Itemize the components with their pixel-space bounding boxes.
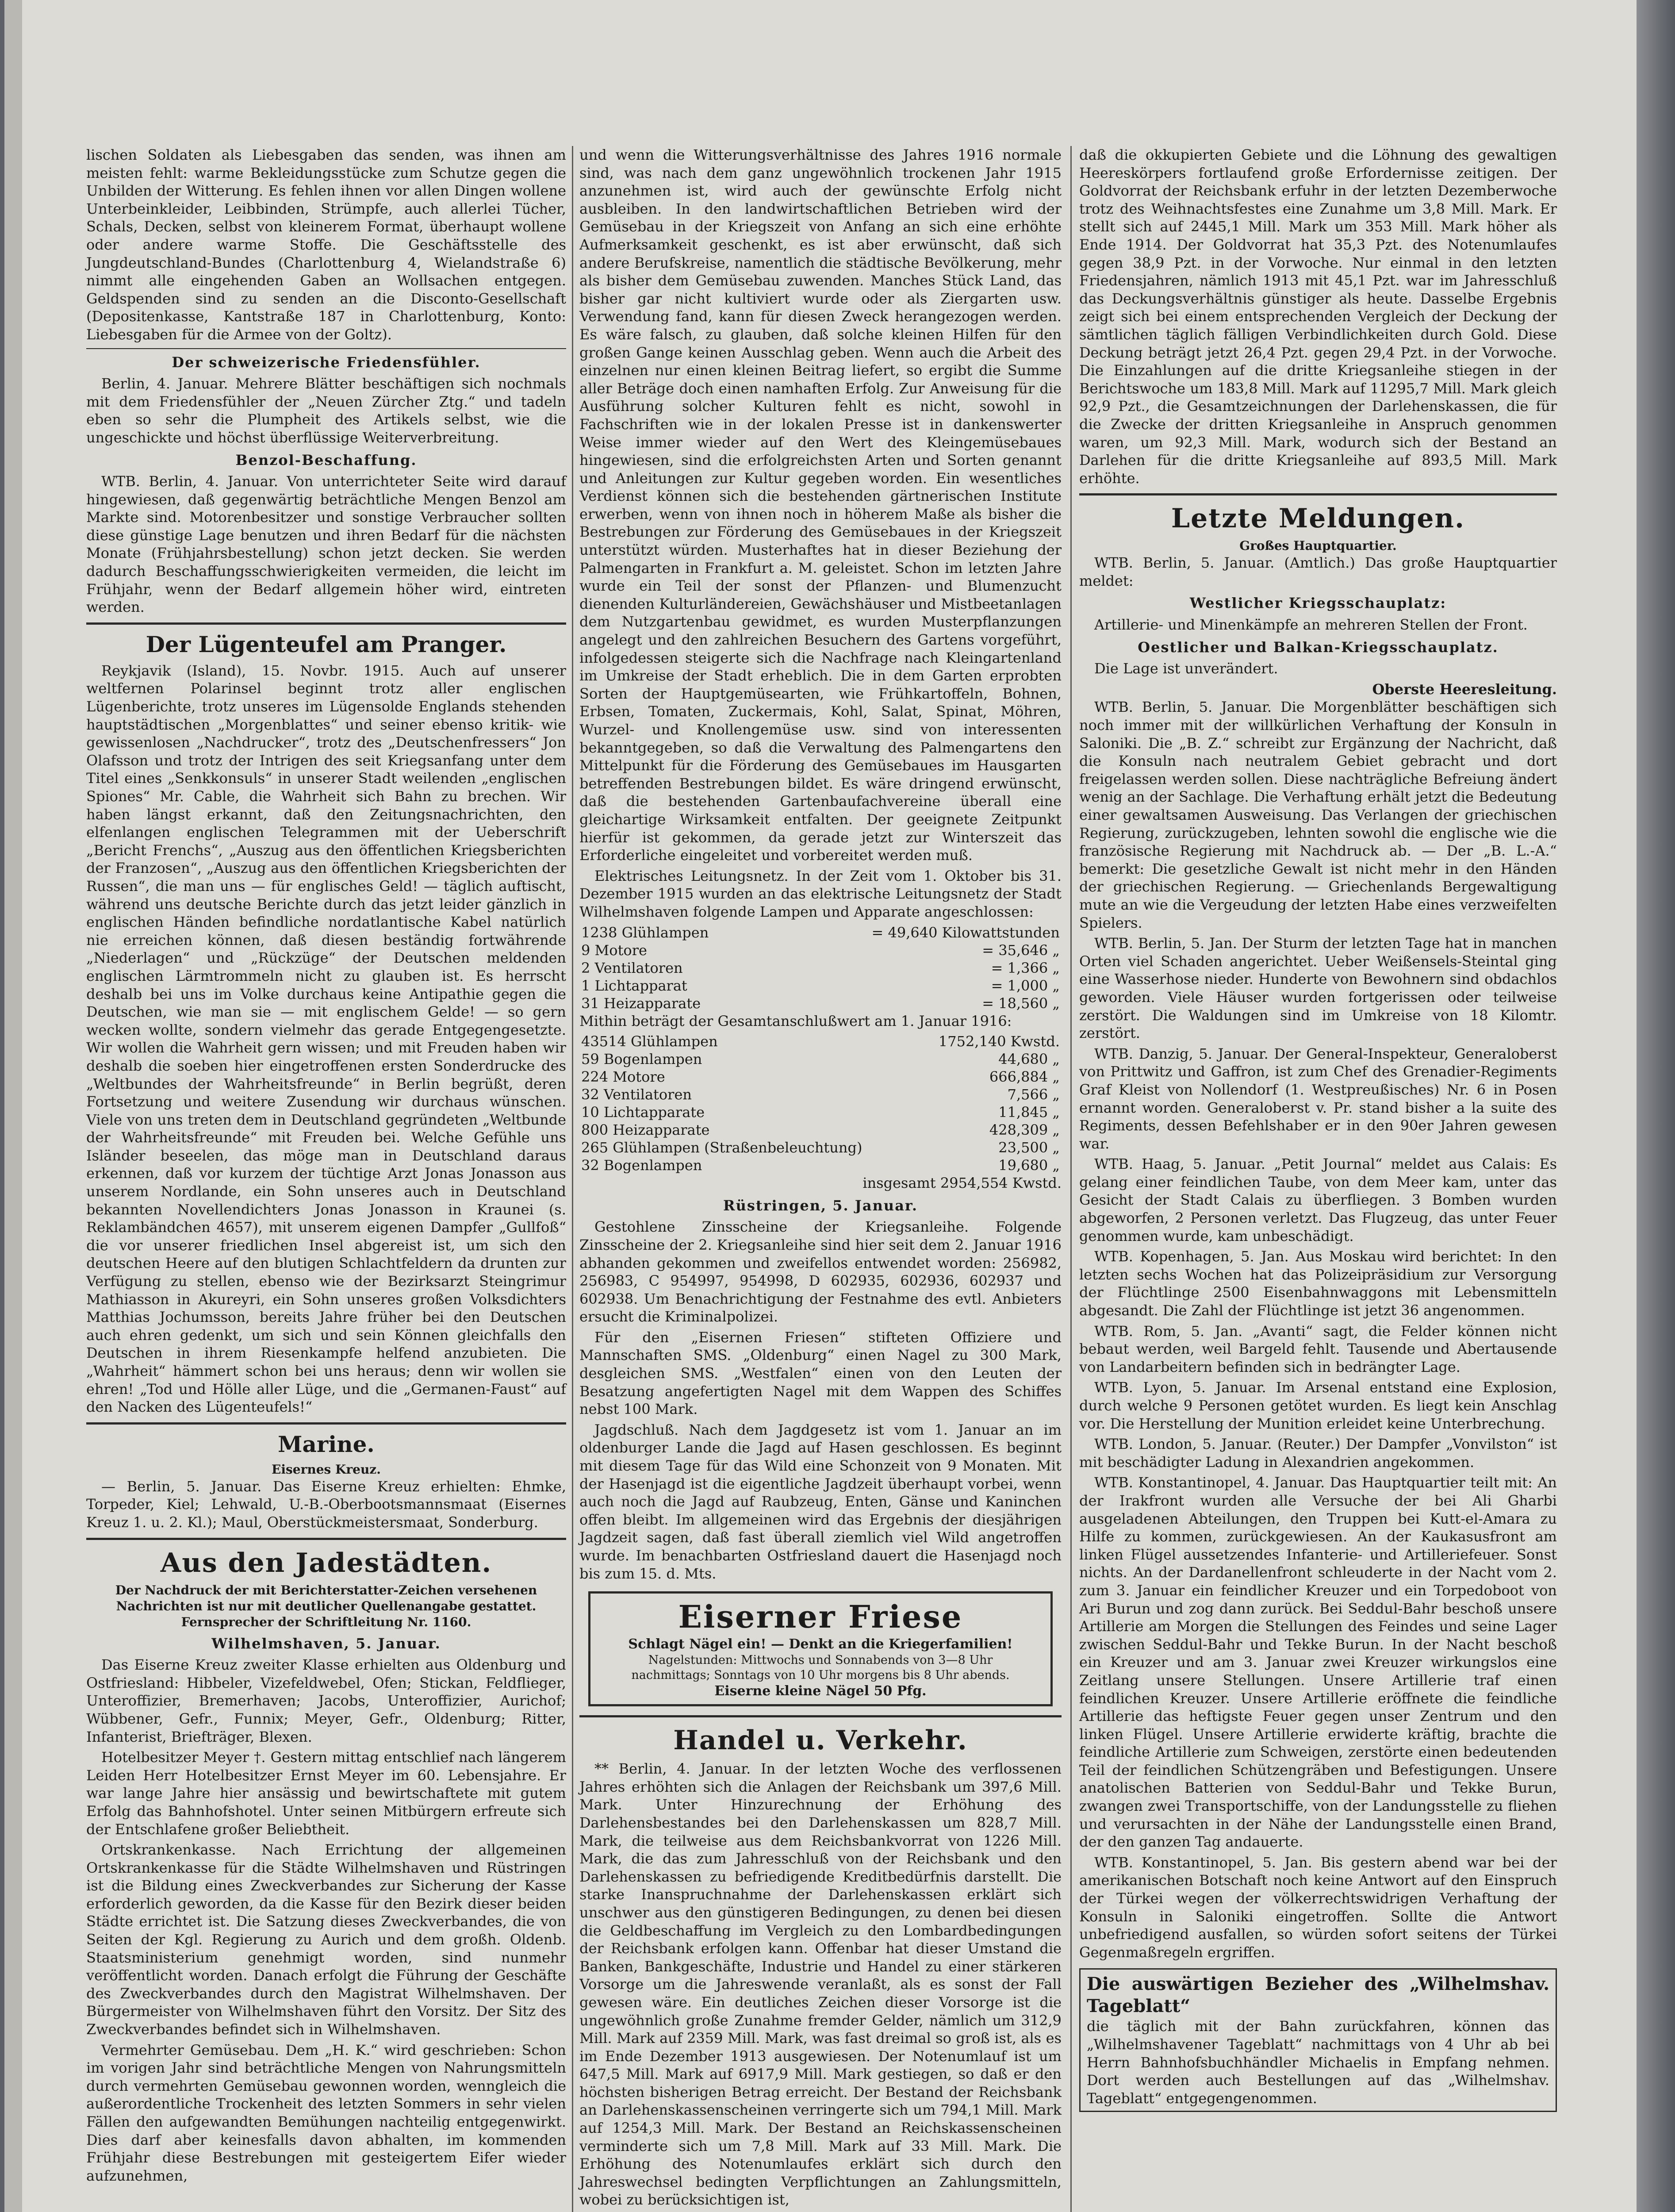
divider — [86, 1422, 566, 1425]
article-text: WTB. Berlin, 4. Januar. Von unterrichteter Seite wird darauf hingewiesen, daß gegenwärtig beträchtliche Mengen Benzol am Markte sind. Motorenbesitzer und sonstige Verbraucher sollten diese günstige Lage benutzen und ihren Bedarf für die nächsten Monate (Frühjahrsbestellung) schon jetzt decken. Sie werden dadurch Beschaffungsschwierigkeiten vermeiden, die leicht im Frühjahr, wenn der Bedarf allgemein höher wird, eintreten werden. — [86, 473, 566, 616]
article-text: lischen Soldaten als Liebesgaben das senden, was ihnen am meisten fehlt: warme Bekleidungsstücke zum Schutze gegen die Unbilden der Witterung. Es fehlen ihnen vor allen Dingen wollene Unterbeinkleider, Leibbinden, Strümpfe, auch allerlei Tücher, Schals, Decken, selbst von kleinerem Format, überhaupt wollene oder andere warme Stoffe. Die Geschäftsstelle des Jungdeutschland-Bundes (Charlottenburg 4, Wielandstraße 6) nimmt alle eingehenden Gaben an Wollsachen entgegen. Geldspenden sind zu senden an die Disconto-Gesellschaft (Depositenkasse, Kantstraße 187 in Charlottenburg, Konto: Liebesgaben für die Armee von der Goltz). — [86, 146, 566, 343]
dateline: Wilhelmshaven, 5. Januar. — [211, 1635, 441, 1652]
table-row — [579, 924, 1062, 941]
article-text: und wenn die Witterungsverhältnisse des Jahres 1916 normale sind, was nach dem ganz ungewöhnlich trockenen Jahr 1915 anzunehmen ist, wird auch der gewünschte Erfolg nicht ausbleiben. In den landwirtschaftlichen Betrieben wird der Gemüsebau in der Kriegszeit von Anfang an sich eine erhöhte Aufmerksamkeit geschenkt, es ist aber erwünscht, daß sich andere Berufskreise, namentlich die städtische Bevölkerung, mehr als bisher dem Gemüsebau zuwenden. Manches Stück Land, das bisher gar nicht kultiviert wurde oder als Ziergarten usw. Verwendung fand, kann für diesen Zweck herangezogen werden. Es wäre falsch, zu glauben, daß solche kleinen Hilfen für den großen Gange keinen Ausschlag geben. Wenn auch die Arbeit des einzelnen nur einen kleinen Beitrag liefert, so ergibt die Summe aller Beträge doch einen namhaften Erfolg. Zur Anweisung für die Ausführung solcher Kulturen fehlt es nicht, sowohl in Fachschriften wie in der lokalen Presse ist in dankenswerter Weise immer wieder auf den Wert des Kleingemüsebaues hingewiesen, sind die erfolgreichsten Arten und Sorten genannt und Anleitungen zur Kultur gegeben worden. Ein wesentliches Verdienst können sich die bestehenden gärtnerischen Institute erwerben, wenn von ihnen noch in höherem Maße als bisher die Bestrebungen zur Förderung des Gemüsebaues in der Kriegszeit unterstützt würden. Musterhaftes hat in dieser Beziehung der Palmengarten in Frankfurt a. M. geleistet. Schon im letzten Jahre wurde ein Teil der sonst der Pflanzen- und Blumenzucht dienenden Kulturländereien, Gewächshäuser und Mistbeetanlagen dem Nutzgartenbau gewidmet, es wurden Musterpflanzungen angelegt und den zahlreichen Besuchern des Gartens vorgeführt, infolgedessen steigerte sich die Nachfrage nach Kleingartenland im Umkreise der Stadt erheblich. Die in dem Garten erprobten Sorten der Hauptgemüsearten, wie Frühkartoffeln, Bohnen, Erbsen, Tomaten, Zuckermais, Kohl, Salat, Spinat, Möhren, Wurzel- und Knollengemüse usw. sind von interessenten bekanntgegeben, so daß die Verwaltung des Palmengartens den Mittelpunkt für die Förderung des Gemüsebaues im Hausgarten betreffenden Bestrebungen bildet. Es wäre dringend erwünscht, daß die bestehenden Gartenbaufachvereine überall eine gleichartige Wirksamkeit entfalten. Der geeignete Zeitpunkt hierfür ist gekommen, da gerade jetzt zur Winterszeit das Erforderliche eingeleitet und vorbereitet werden muß. — [579, 146, 1062, 864]
table-row — [579, 1033, 1062, 1050]
table-row — [579, 1121, 1062, 1139]
article-text: — Berlin, 5. Januar. Das Eiserne Kreuz erhielten: Ehmke, Torpeder, Kiel; Lehwald, U.-B.-Oberbootsmannsmaat (Eisernes Kreuz 1. u. 2. Kl.); Maul, Oberstückmeistersmaat, Sonderburg. — [86, 1478, 566, 1531]
article-text: WTB. Lyon, 5. Januar. Im Arsenal entstand eine Explosion, durch welche 9 Personen getötet wurden. Es liegt kein Anschlag vor. Die Herstellung der Munition erleidet keine Unterbrechung. — [1079, 1379, 1557, 1432]
section-subtitle: Großes Hauptquartier. — [1239, 538, 1397, 553]
article-text: WTB. Haag, 5. Januar. „Petit Journal“ meldet aus Calais: Es gelang einer feindlichen Taube, von dem Meer kam, unter das Gesicht der Stadt Calais zu überfliegen. 3 Bomben wurden abgeworfen, 2 Personen verletzt. Das Flugzeug, das unter Feuer genommen wurde, kam unbeschädigt. — [1079, 1156, 1557, 1244]
headline: Benzol-Beschaffung. — [235, 451, 417, 469]
table-cell: 1752,140 Kwstd. — [938, 1033, 1060, 1050]
advert-title: Eiserner Friese — [678, 1598, 963, 1636]
article-text: Das Eiserne Kreuz zweiter Klasse erhielten aus Oldenburg und Ostfriesland: Hibbeler, Vizefeldwebel, Ofen; Stickan, Feldflieger, Unteroffizier, Bremerhaven; Jacobs, Unteroffizier, Aurichof; Wübbener, Gefr., Funnix; Meyer, Gefr., Oldenburg; Ritter, Infanterist, Briefträger, Blexen. — [86, 1656, 566, 1745]
table-cell: = 49,640 Kilowattstunden — [871, 924, 1060, 941]
section-note: Der Nachdruck der mit Berichterstatter-Zeichen versehenen Nachrichten ist nur mit deutlicher Quellenangabe gestattet. — [115, 1582, 537, 1613]
table-cell: 7,566 „ — [1007, 1086, 1060, 1103]
notice-text: die täglich mit der Bahn zurückfahren, können das „Wilhelmshavener Tageblatt“ nachmittags von 4 Uhr ab bei Herrn Bahnhofsbuchhändler Michaelis in Empfang nehmen. Dort werden auch Bestellungen auf das „Wilhelmshav. Tageblatt“ entgegengenommen. — [1087, 2018, 1549, 2107]
article-text: Hotelbesitzer Meyer †. Gestern mittag entschlief nach längerem Leiden Herr Hotelbesitzer Ernst Meyer im 60. Lebensjahre. Er war lange Jahre hier ansässig und bewirtschaftete mit gutem Erfolg das Bahnhofshotel. Unter seinen Mitbürgern erfreute sich der Entschlafene großer Beliebtheit. — [86, 1749, 566, 1838]
table-cell: 1 Lichtapparat — [581, 977, 687, 994]
page-binding — [4, 0, 22, 2212]
table-cell: 224 Motore — [581, 1068, 665, 1086]
table-row — [579, 941, 1062, 959]
article-text: WTB. Kopenhagen, 5. Jan. Aus Moskau wird berichtet: In den letzten sechs Wochen hat das Polizeipräsidium zur Versorgung der Flüchtlinge 2500 Eisenbahnwaggons mit Lebensmitteln abgesandt. Die Zahl der Flüchtlinge ist jetzt 36 angenommen. — [1079, 1248, 1557, 1319]
table-cell: = 1,000 „ — [991, 977, 1060, 994]
table-cell: 44,680 „ — [998, 1051, 1060, 1068]
section-title: Marine. — [278, 1431, 375, 1457]
connection-table — [579, 924, 1062, 1012]
table-row — [579, 1156, 1062, 1174]
article-text: Ortskrankenkasse. Nach Errichtung der allgemeinen Ortskrankenkasse für die Städte Wilhelmshaven und Rüstringen ist die Bildung eines Zweckverbandes zur Sicherung der Kasse erforderlich geworden, da die Kasse für den Bezirk dieser beiden Städte errichtet ist. Die Satzung dieses Zweckverbandes, die von Seiten der Kgl. Regierung zu Aurich und dem großh. Oldenb. Staatsministerium genehmigt worden, sind nunmehr veröffentlicht worden. Danach erfolgt die Führung der Geschäfte des Zweckverbandes durch den Magistrat Wilhelmshaven. Der Bürgermeister von Wilhelmshaven führt den Vorsitz. Der Sitz des Zweckverbandes befindet sich in Wilhelmshaven. — [86, 1841, 566, 2038]
section-title: Handel u. Verkehr. — [673, 1725, 968, 1756]
column-1 — [86, 146, 566, 2187]
advert-box — [588, 1591, 1053, 1706]
table-row — [579, 1050, 1062, 1068]
headline: Der Lügenteufel am Pranger. — [146, 631, 507, 657]
article-text: Artillerie- und Minenkämpfe an mehreren Stellen der Front. — [1094, 616, 1528, 634]
divider — [86, 622, 566, 625]
column-rule — [572, 146, 573, 2212]
divider — [86, 348, 566, 349]
table-cell: 1238 Glühlampen — [581, 924, 709, 941]
column-rule — [1070, 146, 1072, 2212]
article-text: Gestohlene Zinsscheine der Kriegsanleihe. Folgende Zinsscheine der 2. Kriegsanleihe sind hier seit dem 2. Januar 1916 abhanden gekommen und zweifellos entwendet worden: 256982, 256983, C 954997, 954998, D 602935, 602936, 602937 und 602938. Um Benachrichtigung der Festnahme des evtl. Anbieters ersucht die Kriminalpolizei. — [579, 1218, 1062, 1325]
table-cell: 23,500 „ — [998, 1139, 1060, 1156]
article-text: WTB. Rom, 5. Jan. „Avanti“ sagt, die Felder können nicht bebaut werden, weil Bargeld fehlt. Tausende und Abertausende von Landarbeitern befinden sich in bedrängter Lage. — [1079, 1322, 1557, 1375]
table-cell: 428,309 „ — [989, 1121, 1060, 1139]
table-row — [579, 1103, 1062, 1121]
divider — [86, 1538, 566, 1540]
table-cell: 800 Heizapparate — [581, 1121, 710, 1139]
table-cell: = 18,560 „ — [982, 995, 1060, 1012]
article-text: WTB. Konstantinopel, 4. Januar. Das Hauptquartier teilt mit: An der Irakfront wurden alle Versuche der bei Ali Gharbi ausgeladenen Abteilungen, den Truppen bei Kutt-el-Amara zu Hilfe zu kommen, zurückgewiesen. An der Kaukasusfront am linken Flügel aussetzendes Infanterie- und Artilleriefeuer. Sonst nichts. An der Dardanellenfront schleuderte in der Nacht vom 2. zum 3. Januar ein feindlicher Kreuzer und ein Torpedoboot von Ari Burun und zog dann zurück. Bei Seddul-Bahr beschoß unsere Artillerie am Morgen die Stellungen des Feindes und seine Lager zwischen Seddul-Bahr und Tekke Burun. In der Nacht beschoß ein Kreuzer und am 3. Januar zwei Kreuzer wirkungslos eine Zeitlang unsere Stellungen. Unsere Artillerie traf einen feindlichen Kreuzer. Unsere Artillerie eröffnete die feindliche Artillerie das heftigste Feuer gegen unser Zentrum und den linken Flügel. Unsere Artillerie erwiderte kräftig, brachte die feindliche Artillerie zum Schweigen, zerstörte einen bedeutenden Teil der feindlichen Schützengräben und Befestigungen. Unsere anatolischen Batterien von Seddul-Bahr und Tekke Burun, zwangen zwei Transportschiffe, von der Landungsstelle zu fliehen und verursachten in der Nähe der Landungsstelle einen Brand, der den ganzen Tag andauerte. — [1079, 1474, 1557, 1851]
table-cell: 32 Ventilatoren — [581, 1086, 692, 1103]
article-text: WTB. Danzig, 5. Januar. Der General-Inspekteur, Generaloberst von Prittwitz und Gaffron, ist zum Chef des Grenadier-Regiments Graf Kleist von Nollendorf (1. Westpreußisches) Nr. 6 in Posen ernannt worden. Generaloberst v. Pr. stand bisher a la suite des Regiments, dessen Befehlshaber er in den 90er Jahren gewesen war. — [1079, 1045, 1557, 1152]
table-cell: 11,845 „ — [998, 1104, 1060, 1121]
table-cell: 2 Ventilatoren — [581, 959, 683, 976]
table-cell: 31 Heizapparate — [581, 995, 701, 1012]
total-table — [579, 1033, 1062, 1174]
section-title: Aus den Jadestädten. — [160, 1547, 492, 1578]
table-cell: 265 Glühlampen (Straßenbeleuchtung) — [581, 1139, 862, 1156]
dateline: Rüstringen, 5. Januar. — [723, 1197, 918, 1214]
table-cell: 666,884 „ — [989, 1068, 1060, 1086]
article-text: Reykjavik (Island), 15. Novbr. 1915. Auch auf unserer weltfernen Polarinsel beginnt trotz aller englischen Lügenberichte, trotz unseres im Lügensolde Englands stehenden hauptstädtischen „Morgenblattes“ und seiner ebenso kritik- wie gewissenlosen „Nachdrucker“, trotz des „Deutschenfressers“ Jon Olafsson und trotz der Intrigen des seit Kriegsanfang unter dem Titel eines „Senkkonsuls“ in unserer Stadt weilenden „englischen Spiones“ Mr. Cable, die Wahrheit sich Bahn zu brechen. Wir haben längst erkannt, daß den Zeitungsnachrichten, den elfenlangen englischen Telegrammen mit der Ueberschrift „Bericht Frenchs“, „Auszug aus den öffentlichen Kriegsberichten der Franzosen“, „Auszug aus den öffentlichen Kriegsberichten der Russen“, die man uns — für englisches Geld! — täglich auftischt, während uns deutsche Berichte durch das jetzt leider gänzlich in englischen Händen befindliche nordatlantische Kabel natürlich nie erreichen können, daß diesen beständig fortwährende „Niederlagen“ und „Rückzüge“ der Deutschen meldenden englischen Lärmtrommeln nicht zu glauben ist. Es herrscht deshalb bei uns im Volke durchaus keine Antipathie gegen die Deutschen, wie man sie — mit englischem Gelde! — so gern wecken wollte, sondern vielmehr das gerade Entgegengesetzte. Wir wollen die Wahrheit gern wissen; und mit Freuden haben wir deshalb die soeben hier eingetroffenen ersten Sonderdrucke des „Weltbundes der Wahrheitsfreunde“ in Berlin begrüßt, deren Fortsetzung und weitere Zusendung wir durchaus wünschen. Viele von uns treten dem in Deutschland gegründeten „Weltbunde der Wahrheitsfreunde“ mit Freuden bei. Welche Gefühle uns Isländer beseelen, das möge man in Deutschland daraus erkennen, daß vor kurzem der tüchtige Arzt Jonas Jonasson aus unserem Nordlande, ein Sohn unseres auch in Deutschland bekannten Novellendichters Jonas Jonasson in Kraunei (s. Reklambändchen 4657), mit unserem eigenen Dampfer „Gullfoß“ die vor unserer friedlichen Insel abgereist ist, um sich den deutschen Heere auf den blutigen Schlachtfeldern da drunten zur Verfügung zu stellen, ebenso wie der Bezirksarzt Steingrimur Mathiasson in Akureyri, ein Sohn unseres großen Volksdichters Matthias Jochumsson, bereits Jahre früher bei den Deutschen auch ehren gedenkt, um sich und sein Können gleichfalls den Deutschen in ihrem Riesenkampfe helfend anzubieten. Die „Wahrheit“ hämmert schon bei uns heraus; denn wir wollen sie ehren! „Tod und Hölle aller Lüge, und die „Germanen-Faust“ auf den Nacken des Lügenteufels!“ — [86, 662, 566, 1416]
headline: Oestlicher und Balkan-Kriegsschauplatz. — [1138, 638, 1499, 656]
table-cell: 32 Bogenlampen — [581, 1157, 702, 1174]
table-cell: 59 Bogenlampen — [581, 1051, 702, 1068]
article-text: WTB. Berlin, 5. Januar. Die Morgenblätter beschäftigen sich noch immer mit der willkürlichen Verhaftung der Konsuln in Saloniki. Die „B. Z.“ schreibt zur Ergänzung der Nachricht, daß die Konsuln nach neutralem Gebiet gebracht und dort freigelassen werden sollen. Diese nachträgliche Befreiung ändert wenig an der Sachlage. Die Verhaftung erhält jetzt die Bedeutung einer gewaltsamen Ausweisung. Das Verlangen der griechischen Regierung, zurückzugeben, lehnten sowohl die englische wie die französische Regierung mit Nachdruck ab. — Der „B. L.-A.“ bemerkt: Die gesetzliche Gewalt ist nicht mehr in den Händen der griechischen Regierung. — Griechenlands Bergewaltigung mute an wie die Vergeudung der letzten Habe eines verzweifelten Spielers. — [1079, 699, 1557, 931]
table-row — [579, 977, 1062, 995]
headline: Westlicher Kriegsschauplatz: — [1189, 595, 1447, 612]
article-text: Für den „Eisernen Friesen“ stifteten Offiziere und Mannschaften SMS. „Oldenburg“ einen Nagel zu 300 Mark, desgleichen SMS. „Westfalen“ einen von den Leuten der Besatzung angefertigten Nagel mit dem Wappen des Schiffes nebst 100 Mark. — [579, 1329, 1062, 1418]
page-edge — [1637, 0, 1675, 2212]
article-text: WTB. Konstantinopel, 5. Jan. Bis gestern abend war bei der amerikanischen Botschaft noch keine Antwort auf den Einspruch der Türkei wegen der völkerrechtswidrigen Verhaftung der Konsuln in Saloniki eingetroffen. Sollte die Antwort unbefriedigend ausfallen, so würden sofort seitens der Türkei Gegenmaßregeln ergriffen. — [1079, 1854, 1557, 1961]
table-row — [579, 1068, 1062, 1086]
table-row — [579, 1139, 1062, 1156]
article-text: daß die okkupierten Gebiete und die Löhnung des gewaltigen Heereskörpers fortlaufend große Erfordernisse zeitigen. Der Goldvorrat der Reichsbank erfuhr in der letzten Dezemberwoche trotz des Weihnachtsfestes eine Zunahme um 3,8 Mill. Mark. Er stellt sich auf 2445,1 Mill. Mark um 353 Mill. Mark höher als Ende 1914. Der Goldvorrat hat 35,3 Pzt. des Notenumlaufes gegen 38,9 Pzt. in der Vorwoche. Nur einmal in den letzten Friedensjahren, nämlich 1913 mit 45,1 Pzt. war im Jahresschluß das Deckungsverhältnis günstiger als heute. Dasselbe Ergebnis zeigt sich bei einem entsprechenden Vergleich der Deckung der sämtlichen täglich fälligen Verbindlichkeiten durch Gold. Diese Deckung beträgt jetzt 26,4 Pzt. gegen 29,4 Pzt. in der Vorwoche. Die Einzahlungen auf die dritte Kriegsanleihe stiegen in der Berichtswoche um 183,8 Mill. Mark auf 11295,7 Mill. Mark gleich 92,9 Pzt., die Gesamtzeichnungen der Darlehenskassen, die für die Zwecke der dritten Kriegsanleihe in Anspruch genommen waren, um 92,3 Mill. Mark, wodurch sich der Bestand an Darlehen für die dritte Kriegsanleihe auf 893,5 Mill. Mark erhöhte. — [1079, 146, 1557, 487]
article-text: Mithin beträgt der Gesamtanschlußwert am 1. Januar 1916: — [579, 1012, 1012, 1029]
article-text: WTB. London, 5. Januar. (Reuter.) Der Dampfer „Vonvilston“ ist mit beschädigter Ladung in Alexandrien angekommen. — [1079, 1436, 1557, 1471]
notice-title: Die auswärtigen Bezieher des „Wilhelmshav. Tageblatt“ — [1087, 1974, 1549, 2017]
advert-subtitle: Schlagt Nägel ein! — Denkt an die Kriegerfamilien! — [628, 1636, 1013, 1652]
table-row — [579, 995, 1062, 1012]
newspaper-page — [4, 0, 1637, 2212]
total-line: insgesamt 2954,554 Kwstd. — [862, 1175, 1062, 1192]
article-text: Elektrisches Leitungsnetz. In der Zeit vom 1. Oktober bis 31. Dezember 1915 wurden an das elektrische Leitungsnetz der Stadt Wilhelmshaven folgende Lampen und Apparate angeschlossen: — [579, 867, 1062, 920]
table-cell: 9 Motore — [581, 941, 647, 959]
divider — [579, 1715, 1062, 1717]
table-cell: 10 Lichtapparate — [581, 1104, 705, 1121]
table-row — [579, 1086, 1062, 1103]
section-title: Letzte Meldungen. — [1171, 503, 1465, 534]
notice-box — [1079, 1968, 1557, 2112]
column-3 — [1079, 146, 1557, 2119]
divider — [1079, 493, 1557, 495]
article-text: ** Berlin, 4. Januar. In der letzten Woche des verflossenen Jahres erhöhten sich die Anlagen der Reichsbank um 397,6 Mill. Mark. Unter Hinzurechnung der Erhöhung des Darlehensbestandes bei den Darlehenskassen um 828,7 Mill. Mark, die teilweise aus dem Reichsbankvorrat von 1226 Mill. Mark, die das zum Jahresschluß von der Reichsbank und den Darlehenskassen zu befriedigende Kreditbedürfnis darstellt. Die starke Inanspruchnahme der Darlehenskassen erklärt sich unschwer aus den günstigeren Bedingungen, zu denen bei diesen die Geldbeschaffung im Vergleich zu den Lombardbedingungen der Reichsbank erfolgen kann. Offenbar hat dieser Umstand die Banken, Bankgeschäfte, Industrie und Handel zu einer stärkeren Vorsorge um die Jahreswende veranlaßt, als es sonst der Fall gewesen wäre. Ein deutliches Zeichen dieser Vorsorge ist die ungewöhnlich große Zunahme fremder Gelder, nämlich um 312,9 Mill. Mark auf 2359 Mill. Mark, was fast dreimal so groß ist, als es im Ende Dezember 1913 ausgewiesen. Der Notenumlauf ist um 647,5 Mill. Mark auf 6917,9 Mill. Mark gestiegen, so daß er den höchsten bisherigen Betrag erreicht. Der Bestand der Reichsbank an Darlehenskassenscheinen verringerte sich um 794,1 Mill. Mark auf 1254,3 Mill. Mark. Der Bestand an Reichskassenscheinen verminderte sich um 7,8 Mill. Mark auf 33 Mill. Mark. Die Erhöhung des Notenumlaufes erklärt sich durch den Jahreswechsel bedingten Verpflichtungen an Zahlungsmitteln, wobei zu berücksichtigen ist, — [579, 1760, 1062, 2208]
article-text: Jagdschluß. Nach dem Jagdgesetz ist vom 1. Januar an im oldenburger Lande die Jagd auf Hasen geschlossen. Es beginnt mit diesem Tage für das Wild eine Schonzeit von 9 Monaten. Mit der Hasenjagd ist die eigentliche Jagdzeit überhaupt vorbei, wenn auch noch die Jagd auf Raubzeug, Enten, Gänse und Kaninchen offen bleibt. Im allgemeinen wird das Ergebnis der diesjährigen Jagdzeit sagen, daß fast überall ziemlich viel Wild angetroffen wurde. Im benachbarten Ostfriesland dauert die Hasenjagd noch bis zum 15. d. Mts. — [579, 1421, 1062, 1582]
article-text: WTB. Berlin, 5. Jan. Der Sturm der letzten Tage hat in manchen Orten viel Schaden angerichtet. Ueber Weißensels-Steintal ging eine Wasserhose nieder. Hunderte von Bewohnern sind obdachlos geworden. Viele Häuser wurden fortgerissen oder teilweise zerstört. Die Waldungen sind im Umkreise von 18 Kilomtr. zerstört. — [1079, 935, 1557, 1042]
table-cell: = 35,646 „ — [982, 941, 1060, 959]
table-cell: = 1,366 „ — [991, 959, 1060, 976]
section-subtitle: Eisernes Kreuz. — [272, 1462, 381, 1477]
table-cell: 43514 Glühlampen — [581, 1033, 718, 1050]
advert-line: nachmittags; Sonntags von 10 Uhr morgens bis 8 Uhr abends. — [631, 1668, 1010, 1682]
article-text: Berlin, 4. Januar. Mehrere Blätter beschäftigen sich nochmals mit dem Friedensfühler der „Neuen Zürcher Ztg.“ und tadeln eben so sehr die Plumpheit des Artikels selbst, wie die ungeschickte und höchst überflüssige Weiterverbreitung. — [86, 375, 566, 446]
signature-line: Oberste Heeresleitung. — [1372, 680, 1557, 698]
headline: Der schweizerische Friedensfühler. — [172, 353, 481, 371]
advert-line: Eiserne kleine Nägel 50 Pfg. — [714, 1683, 927, 1699]
article-text: Vermehrter Gemüsebau. Dem „H. K.“ wird geschrieben: Schon im vorigen Jahr sind beträchtliche Mengen von Nahrungsmitteln durch vermehrten Gemüsebau gewonnen worden, wenngleich die außerordentliche Trockenheit des letzten Sommers in sehr vielen Fällen den aufgewandten Bemühungen nachteilig entgegenwirkt. Dies darf aber keinesfalls davon abhalten, im kommenden Frühjahr diese Bestrebungen mit gesteigertem Eifer wieder aufzunehmen, — [86, 2041, 566, 2184]
section-note: Fernsprecher der Schriftleitung Nr. 1160. — [181, 1614, 471, 1629]
advert-line: Nagelstunden: Mittwochs und Sonnabends von 3—8 Uhr — [648, 1653, 993, 1667]
article-text: Die Lage ist unverändert. — [1094, 660, 1278, 677]
table-row — [579, 959, 1062, 977]
article-text: WTB. Berlin, 5. Januar. (Amtlich.) Das große Hauptquartier meldet: — [1079, 554, 1557, 589]
column-2 — [579, 146, 1062, 2212]
table-cell: 19,680 „ — [998, 1157, 1060, 1174]
